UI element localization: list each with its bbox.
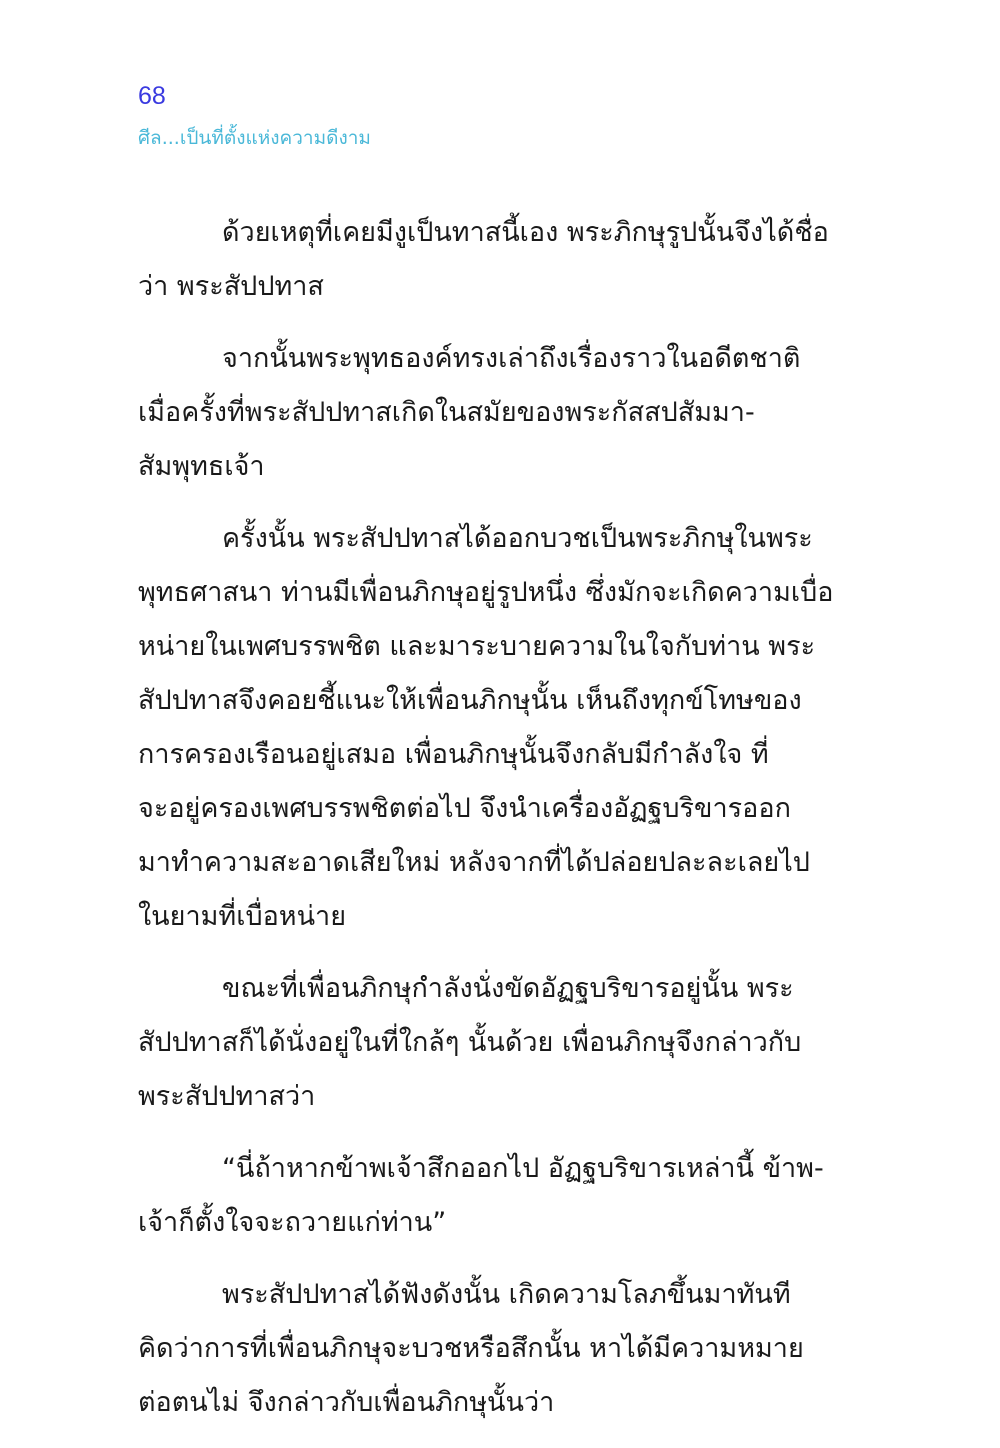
paragraph [138,1142,824,1250]
paragraph [138,1268,808,1430]
text-line: สัปปทาสก็ได้นั่งอยู่ในที่ใกล้ๆ นั้นด้วย เพื่อนภิกษุจึงกล่าวกับ [138,1027,802,1058]
paragraph [138,332,808,494]
text-line: สัปปทาสจึงคอยชี้แนะให้เพื่อนภิกษุนั้น เห็นถึงทุกข์โทษของ [138,685,802,716]
page-number: 68 [138,82,166,110]
paragraph [138,206,829,314]
text-line: สัมพุทธเจ้า [138,451,265,482]
text-line: จะอยู่ครองเพศบรรพชิตต่อไป จึงนำเครื่องอัฏฐบริขารออก [138,793,791,824]
text-line: เจ้าก็ตั้งใจจะถวายแก่ท่าน” [138,1207,447,1238]
text-line: จากนั้นพระพุทธองค์ทรงเล่าถึงเรื่องราวในอดีตชาติ [222,343,801,374]
text-line: การครองเรือนอยู่เสมอ เพื่อนภิกษุนั้นจึงกลับมีกำลังใจ ที่ [138,739,769,770]
text-line: ด้วยเหตุที่เคยมีงูเป็นทาสนี้เอง พระภิกษุรูปนั้นจึงได้ชื่อ [222,217,829,248]
text-line: มาทำความสะอาดเสียใหม่ หลังจากที่ได้ปล่อยปละละเลยไป [138,847,810,878]
text-line: “นี่ถ้าหากข้าพเจ้าสึกออกไป อัฏฐบริขารเหล่านี้ ข้าพ- [222,1153,824,1184]
text-line: พระสัปปทาสว่า [138,1081,316,1112]
text-line: พุทธศาสนา ท่านมีเพื่อนภิกษุอยู่รูปหนึ่ง ซึ่งมักจะเกิดความเบื่อ [138,577,834,608]
text-line: หน่ายในเพศบรรพชิต และมาระบายความในใจกับท่าน พระ [138,631,816,662]
text-line: ครั้งนั้น พระสัปปทาสได้ออกบวชเป็นพระภิกษุในพระ [222,523,813,554]
text-line: คิดว่าการที่เพื่อนภิกษุจะบวชหรือสึกนั้น หาได้มีความหมาย [138,1333,804,1364]
text-line: ต่อตนไม่ จึงกล่าวกับเพื่อนภิกษุนั้นว่า [138,1387,555,1418]
text-line: เมื่อครั้งที่พระสัปปทาสเกิดในสมัยของพระกัสสปสัมมา- [138,397,755,428]
paragraph [138,512,834,944]
text-line: พระสัปปทาสได้ฟังดังนั้น เกิดความโลภขึ้นมาทันที [222,1279,791,1310]
running-head: ศีล...เป็นที่ตั้งแห่งความดีงาม [138,127,371,149]
paragraph [138,962,808,1124]
text-line: ว่า พระสัปปทาส [138,271,324,302]
body-text [138,206,834,1448]
text-line: ขณะที่เพื่อนภิกษุกำลังนั่งขัดอัฏฐบริขารอยู่นั้น พระ [222,973,794,1004]
text-line: ในยามที่เบื่อหน่าย [138,901,347,932]
